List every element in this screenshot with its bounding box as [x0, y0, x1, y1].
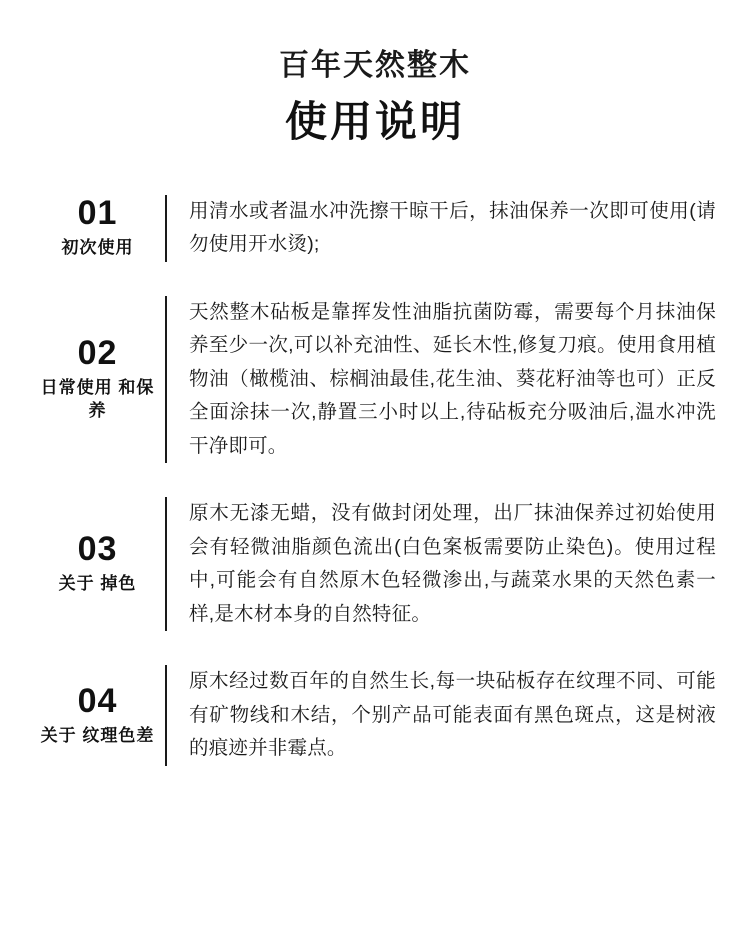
section-label-text: 日常使用 和保养 — [40, 377, 155, 420]
section-label-text: 关于 掉色 — [58, 574, 137, 594]
instruction-section — [0, 296, 750, 464]
section-body — [167, 665, 716, 766]
section-label — [40, 665, 165, 766]
section-number: 04 — [77, 681, 118, 720]
header-subtitle: 百年天然整木 — [279, 49, 471, 82]
section-body — [167, 296, 716, 464]
section-body-text: 用清水或者温水冲洗擦干晾干后，抹油保养一次即可使用(请勿使用开水烫); — [189, 199, 716, 256]
section-label — [40, 296, 165, 464]
section-label — [40, 497, 165, 631]
section-number: 01 — [77, 194, 118, 233]
section-body-text: 原木经过数百年的自然生长,每一块砧板存在纹理不同、可能有矿物线和木结，个别产品可能表面有黑色斑点，这是树液的痕迹并非霉点。 — [189, 670, 716, 760]
section-body — [167, 195, 716, 262]
page-title: 使用说明 — [284, 98, 465, 145]
instruction-sections — [0, 195, 750, 766]
section-body — [167, 497, 716, 631]
instruction-section — [0, 665, 750, 766]
instruction-section — [0, 497, 750, 631]
section-label — [40, 195, 165, 262]
instruction-section — [0, 195, 750, 262]
section-label-text: 初次使用 — [61, 238, 134, 258]
section-number: 03 — [77, 530, 118, 569]
section-body-text: 原木无漆无蜡，没有做封闭处理，出厂抹油保养过初始使用会有轻微油脂颜色流出(白色案板需要防止染色)。使用过程中,可能会有自然原木色轻微渗出,与蔬菜水果的天然色素一样,是木材本身的自然特征。 — [189, 502, 716, 625]
section-label-text: 关于 纹理色差 — [40, 725, 155, 745]
section-body-text: 天然整木砧板是靠挥发性油脂抗菌防霉，需要每个月抹油保养至少一次,可以补充油性、延长木性,修复刀痕。使用食用植物油（橄榄油、棕榈油最佳,花生油、葵花籽油等也可）正反全面涂抹一次,静置三小时以上,待砧板充分吸油后,温水冲洗干净即可。 — [189, 300, 716, 457]
page-header — [0, 0, 750, 149]
section-number: 02 — [77, 333, 118, 372]
